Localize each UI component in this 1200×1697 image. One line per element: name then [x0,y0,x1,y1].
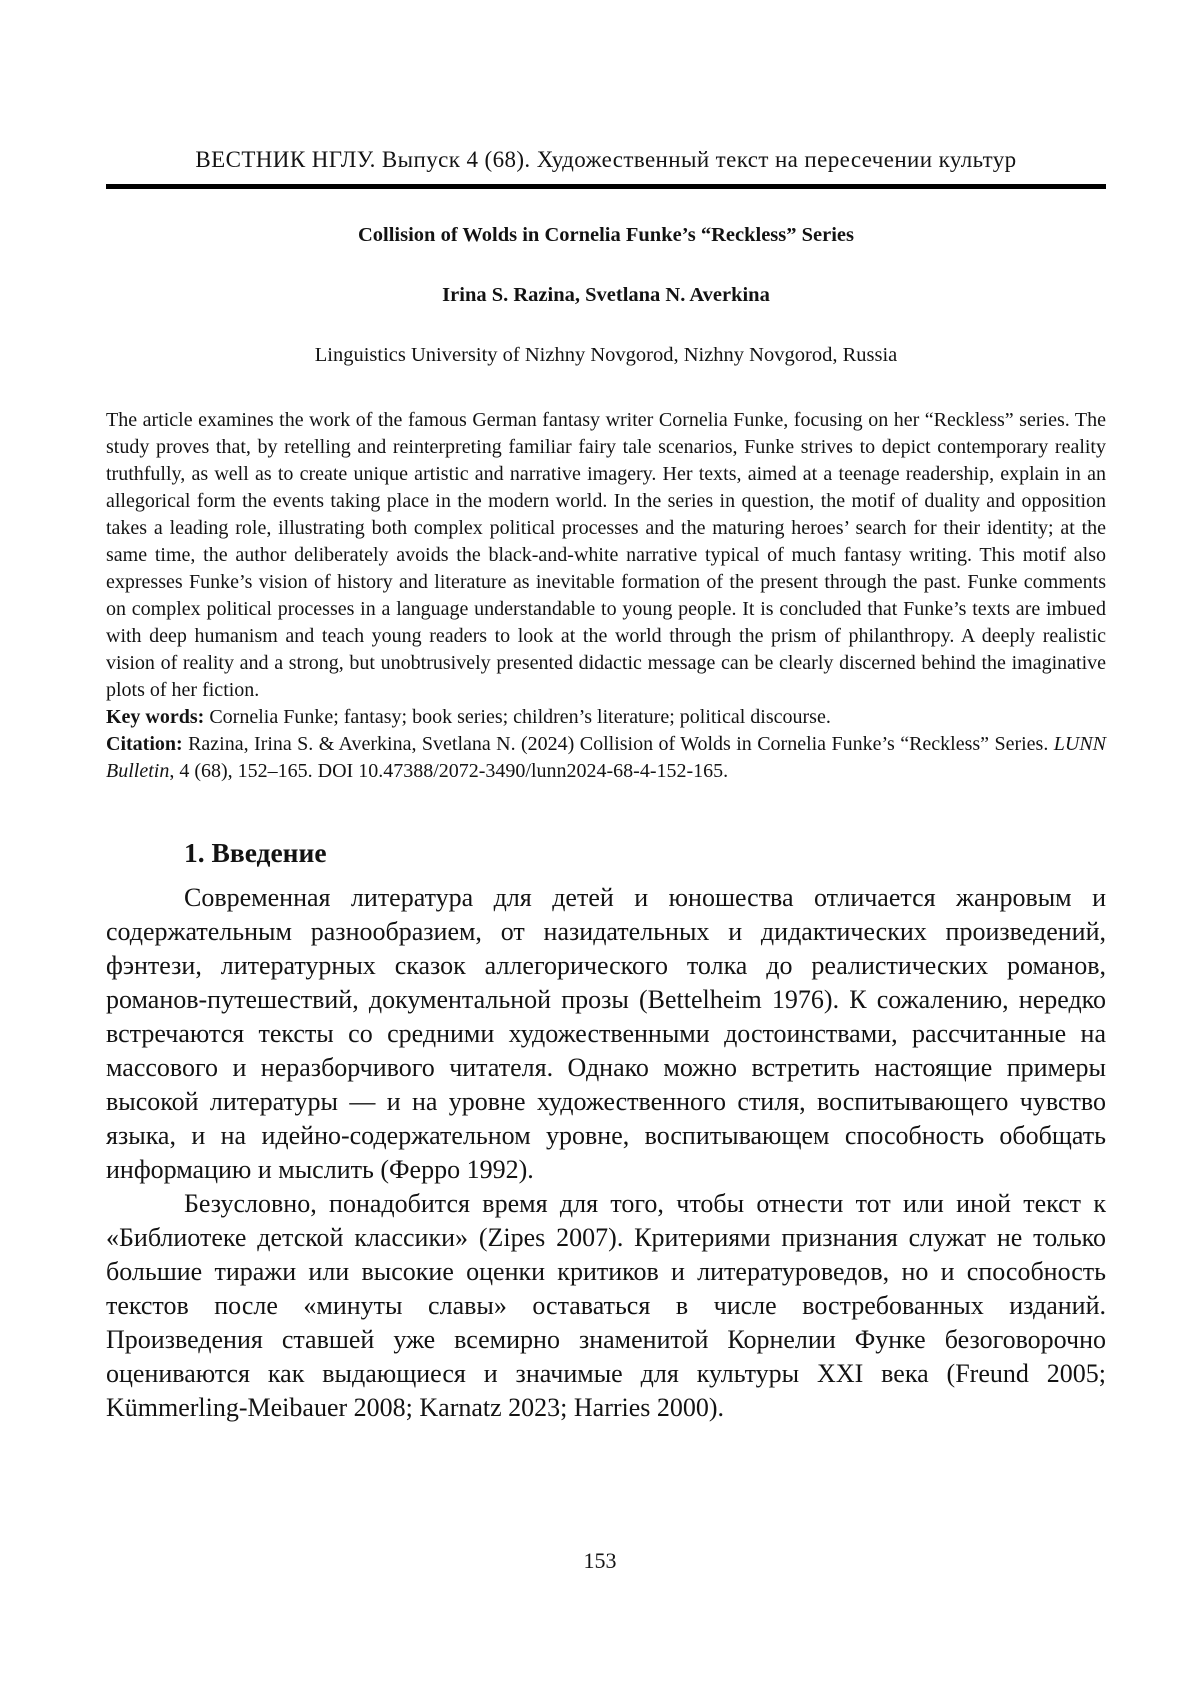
header-rule-divider [106,184,1106,189]
citation-line [106,731,1106,785]
article-affiliation: Linguistics University of Nizhny Novgorod, Nizhny Novgorod, Russia [314,344,898,366]
article-authors: Irina S. Razina, Svetlana N. Averkina [442,284,770,306]
citation-label: Citation: [106,733,183,755]
intro-paragraph-2: Безусловно, понадобится время для того, чтобы отнести тот или иной текст к «Библиотеке детской классики» (Zipes 2007). Критериями признания служат не только большие тиражи или высокие оценки критиков и литературоведов, но и способность текстов после «минуты славы» оставаться в числе востребованных изданий. Произведения ставшей уже всемирно знаменитой Корнелии Функе безоговорочно оцениваются как выдающиеся и значимые для культуры XXI века (Freund 2005; Kümmerling-Meibauer 2008; Karnatz 2023; Harries 2000). [106,1189,1106,1422]
article-title: Collision of Wolds in Cornelia Funke’s “Reckless” Series [357,224,855,246]
keywords-line [106,704,1106,731]
keywords-text: Cornelia Funke; fantasy; book series; children’s literature; political discourse. [204,706,831,728]
citation-text-after-journal: , 4 (68), 152–165. DOI 10.47388/2072-3490/lunn2024-68-4-152-165. [169,760,729,782]
citation-journal-name: LUNN Bulletin [106,733,1106,782]
page-number: 153 [583,1548,617,1573]
keywords-label: Key words: [106,706,205,728]
citation-text-before-journal: Razina, Irina S. & Averkina, Svetlana N. (2024) Collision of Wolds in Cornelia Funke’s “Reckless” Series. [182,733,1054,755]
abstract-text: The article examines the work of the famous German fantasy writer Cornelia Funke, focusing on her “Reckless” series. The study proves that, by retelling and reinterpreting familiar fairy tale scenarios, Funke strives to depict contemporary reality truthfully, as well as to create unique artistic and narrative imagery. Her texts, aimed at a teenage readership, explain in an allegorical form the events taking place in the modern world. In the series in question, the motif of duality and opposition takes a leading role, illustrating both complex political processes and the maturing heroes’ search for their identity; at the same time, the author deliberately avoids the black-and-white narrative typical of much fantasy writing. This motif also expresses Funke’s vision of history and literature as inevitable formation of the present through the past. Funke comments on complex political processes in a language understandable to young people. It is concluded that Funke’s texts are imbued with deep humanism and teach young readers to look at the world through the prism of philanthropy. A deeply realistic vision of reality and a strong, but unobtrusively presented didactic message can be clearly discerned behind the imaginative plots of her fiction. [106,409,1106,701]
section-heading-introduction: 1. Введение [184,837,327,868]
abstract-block [106,407,1106,785]
intro-paragraph-1: Современная литература для детей и юношества отличается жанровым и содержательным разнообразием, от назидательных и дидактических произведений, фэнтези, литературных сказок аллегорического толка до реалистических романов, романов-путешествий, документальной прозы (Bettelheim 1976). К сожалению, нередко встречаются тексты со средними художественными достоинствами, рассчитанные на массового и неразборчивого читателя. Однако можно встретить настоящие примеры высокой литературы — и на уровне художественного стиля, воспитывающего чувство языка, и на идейно-содержательном уровне, воспитывающем способность обобщать информацию и мыслить (Ферро 1992). [106,883,1106,1184]
journal-header-line: ВЕСТНИК НГЛУ. Выпуск 4 (68). Художественный текст на пересечении культур [195,147,1017,172]
